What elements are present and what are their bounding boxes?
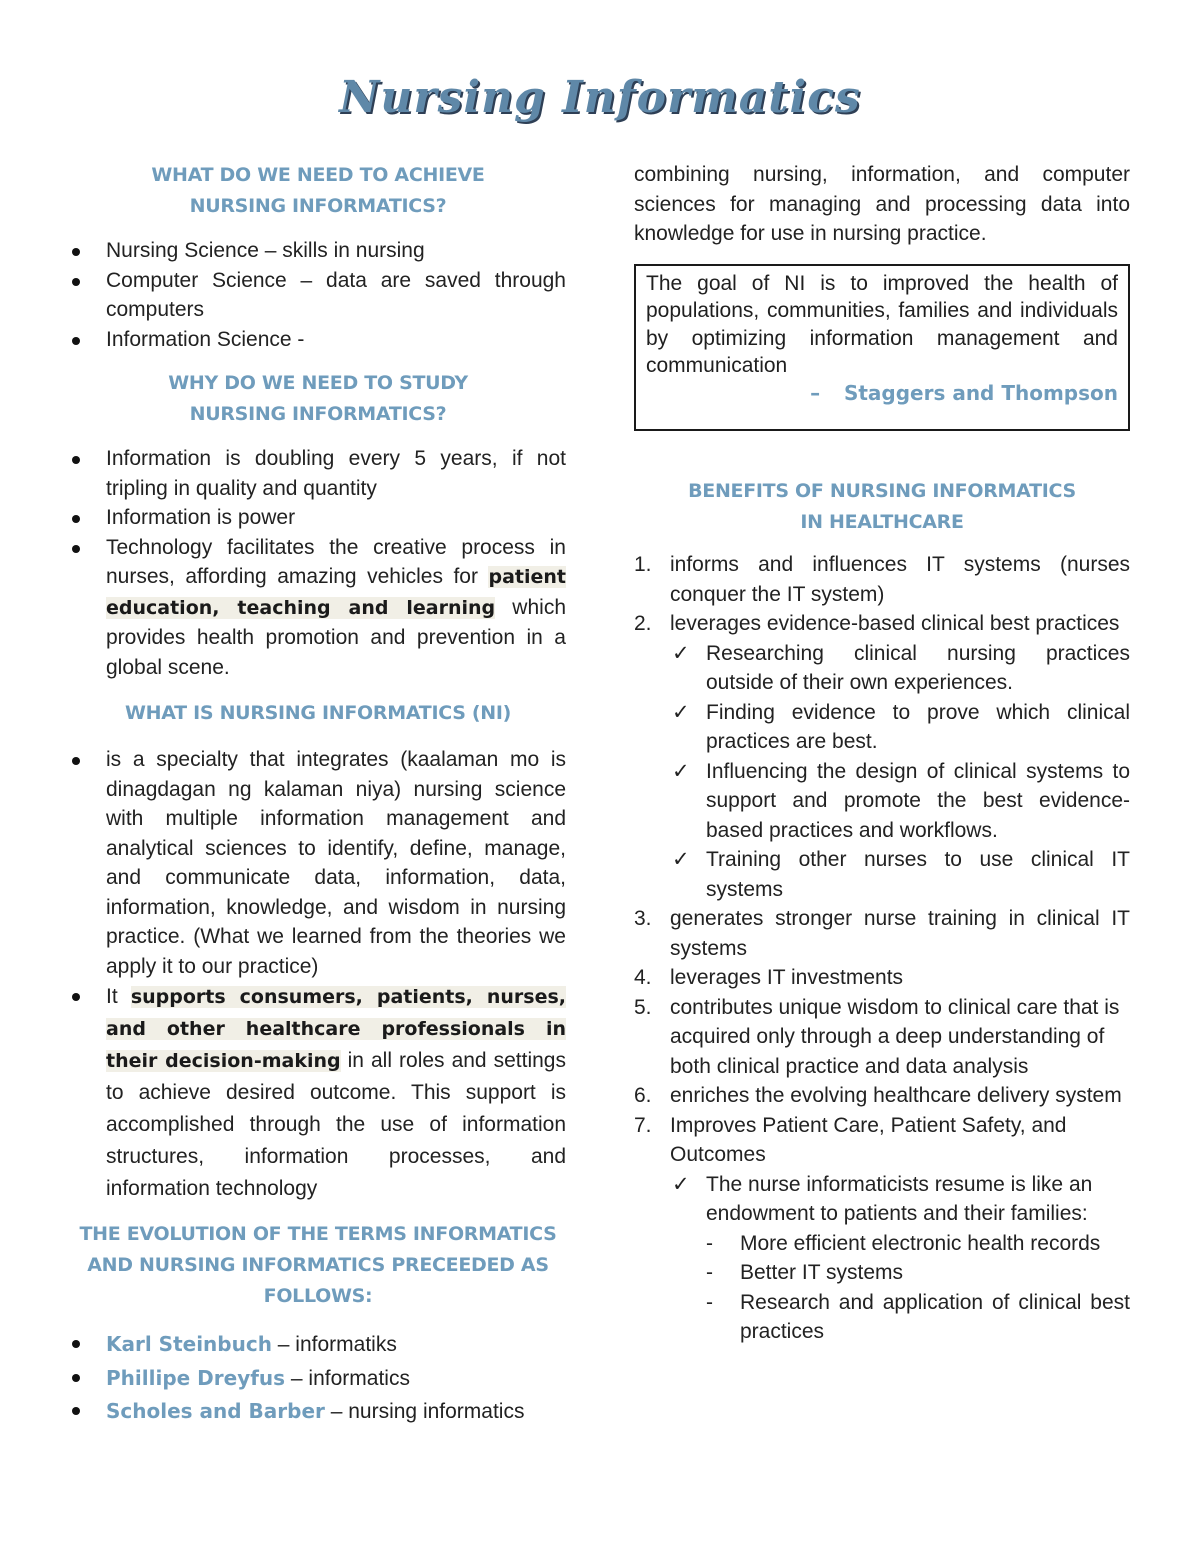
list-item: Nursing Science – skills in nursing <box>70 236 566 266</box>
check-item <box>670 845 1130 904</box>
list-item <box>70 1328 566 1362</box>
list-number: 2. <box>634 612 652 635</box>
person-name: Scholes and Barber <box>106 1399 325 1423</box>
dash-item <box>706 1258 1130 1288</box>
quote-text: The goal of NI is to improved the health of populations, communities, families and individuals by optimizing information management and communication <box>646 271 1118 377</box>
check-text: The nurse informaticists resume is like an endowment to patients and their families: <box>706 1172 1093 1225</box>
check-icon: ✓ <box>672 759 690 783</box>
what-is-list <box>70 745 566 1205</box>
text-segment: Technology facilitates the creative process in nurses, affording amazing vehicles for <box>106 535 566 588</box>
list-text: informs and influences IT systems (nurses conquer the IT system) <box>670 553 1130 606</box>
page-title: Nursing Informatics <box>339 72 861 123</box>
list-item <box>70 1395 566 1429</box>
list-item <box>70 981 566 1205</box>
list-item: is a specialty that integrates (kaalaman mo is dinagdagan ng kalaman niya) nursing science with multiple information management and analytical sciences to identify, define, manage, and communicate data, information, data, information, knowledge, and wisdom in nursing practice. (What we learned from the theories we apply it to our practice) <box>70 745 566 981</box>
list-number: 1. <box>634 553 652 576</box>
heading-evolution: THE EVOLUTION OF THE TERMS INFORMATICS AND NURSING INFORMATICS PRECEEDED AS FOLLOWS: <box>79 1223 557 1307</box>
list-item <box>634 904 1130 963</box>
checklist <box>670 1170 1130 1347</box>
list-text: leverages IT investments <box>670 966 904 989</box>
text-segment: – informatiks <box>271 1333 397 1356</box>
list-item <box>634 993 1130 1082</box>
list-item <box>634 963 1130 993</box>
dash-item <box>706 1288 1130 1347</box>
list-text: generates stronger nurse training in clinical IT systems <box>670 907 1130 960</box>
checklist <box>670 639 1130 905</box>
check-text: Training other nurses to use clinical IT systems <box>706 848 1130 901</box>
check-text: Finding evidence to prove which clinical practices are best. <box>706 700 1130 753</box>
dash-item <box>706 1229 1130 1259</box>
text-segment: – informatics <box>285 1366 410 1390</box>
list-item <box>634 1081 1130 1111</box>
list-item <box>70 1362 566 1396</box>
check-icon: ✓ <box>672 1172 690 1196</box>
check-item <box>670 639 1130 698</box>
list-item <box>634 609 1130 904</box>
benefits-list <box>634 550 1130 1347</box>
list-text: Improves Patient Care, Patient Safety, and Outcomes <box>670 1113 1067 1166</box>
check-item <box>670 698 1130 757</box>
highlighted-phrase: supports consumers, patients, nurses, and other healthcare professionals in their decision-making <box>106 986 566 1072</box>
person-name: Phillipe Dreyfus <box>106 1365 286 1390</box>
quote-author: Staggers and Thompson <box>843 380 1118 405</box>
achieve-list <box>70 236 566 354</box>
left-column <box>70 160 566 1429</box>
person-name: Karl Steinbuch <box>106 1332 272 1356</box>
list-item: Computer Science – data are saved through computers <box>70 266 566 325</box>
check-item <box>670 757 1130 846</box>
list-number: 7. <box>634 1113 652 1137</box>
heading-benefits: BENEFITS OF NURSING INFORMATICS IN HEALTHCARE <box>688 480 1076 533</box>
quote-box <box>634 264 1130 432</box>
list-item <box>70 533 566 683</box>
right-column <box>634 160 1130 1347</box>
heading-why-study: WHY DO WE NEED TO STUDY NURSING INFORMATICS? <box>168 372 468 425</box>
list-number: 3. <box>634 907 652 930</box>
list-item <box>634 1111 1130 1347</box>
highlighted-phrase: patient education, teaching and learning <box>106 566 566 619</box>
check-text: Influencing the design of clinical systems to support and promote the best evidence-based practices and workflows. <box>706 759 1130 842</box>
text-segment: – nursing informatics <box>324 1400 525 1423</box>
intro-paragraph: combining nursing, information, and computer sciences for managing and processing data into knowledge for use in nursing practice. <box>634 163 1130 245</box>
list-number: 4. <box>634 966 652 989</box>
dash-list <box>706 1229 1130 1347</box>
text-segment: which provides health promotion and prevention in a global scene. <box>106 595 566 679</box>
dash-marker: - <box>706 1261 713 1284</box>
heading-achieve-ni: WHAT DO WE NEED TO ACHIEVE NURSING INFORMATICS? <box>151 164 485 217</box>
evolution-list <box>70 1328 566 1429</box>
list-text: leverages evidence-based clinical best practices <box>670 612 1120 635</box>
text-segment: in all roles and settings to achieve desired outcome. This support is accomplished through the use of information structures, information processes, and information technology <box>106 1049 566 1200</box>
list-item: Information Science - <box>70 325 566 355</box>
list-item <box>634 550 1130 609</box>
check-icon: ✓ <box>672 848 690 871</box>
check-item <box>670 1170 1130 1347</box>
dash-marker: - <box>706 1231 713 1255</box>
dash-text: More efficient electronic health records <box>740 1231 1101 1255</box>
check-icon: ✓ <box>672 700 690 724</box>
dash-text: Research and application of clinical best practices <box>740 1290 1130 1343</box>
text-segment: It <box>106 985 131 1008</box>
list-item: Information is doubling every 5 years, if not tripling in quality and quantity <box>70 444 566 503</box>
list-text: enriches the evolving healthcare delivery system <box>670 1084 1122 1107</box>
quote-attribution <box>646 380 1118 408</box>
check-text: Researching clinical nursing practices outside of their own experiences. <box>706 641 1130 694</box>
check-icon: ✓ <box>672 641 690 665</box>
list-text: contributes unique wisdom to clinical care that is acquired only through a deep understanding of both clinical practice and data analysis <box>670 995 1120 1078</box>
why-list <box>70 444 566 682</box>
quote-dash: – <box>810 380 821 405</box>
dash-marker: - <box>706 1290 713 1314</box>
list-number: 6. <box>634 1084 652 1107</box>
dash-text: Better IT systems <box>740 1261 903 1284</box>
heading-what-is-ni: WHAT IS NURSING INFORMATICS (NI) <box>124 702 512 724</box>
list-item: Information is power <box>70 503 566 533</box>
list-number: 5. <box>634 995 652 1019</box>
